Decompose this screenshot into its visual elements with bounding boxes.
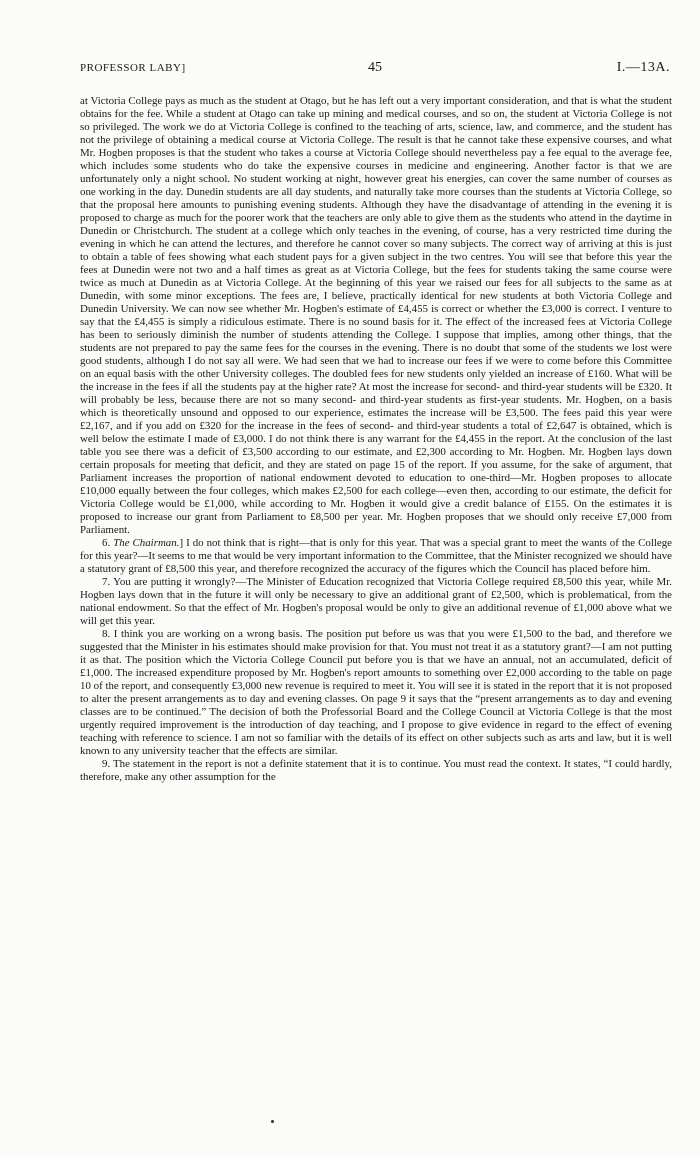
paragraph-6 — [80, 537, 672, 576]
document-reference: I.—13A. — [616, 60, 670, 75]
paragraph-7: 7. You are putting it wrongly?—The Minister of Education recognized that Victoria College required £8,500 this year, while Mr. Hogben lays down that in the future it will only be necessary to give an additional grant of £2,500, which is problematical, from the national endowment. So that the effect of Mr. Hogben's proposal would be only to give an additional revenue of £1,000 above what we will get this year. — [80, 576, 672, 627]
speaker-label: The Chairman. — [113, 537, 180, 549]
paragraph-6-text: ] I do not think that is right—that is only for this year. That was a special grant to meet the wants of the College for this year?—It seems to me that would be very important information to the Committee, that the Minister recognized we should have a statutory grant of £8,500 this year, and therefore recognized the accuracy of the figures which the Council has placed before him. — [80, 537, 672, 575]
paragraph-8: 8. I think you are working on a wrong basis. The position put before us was that you were £1,500 to the bad, and therefore we suggested that the Minister in his estimates should make provision for that. You must not treat it as a statutory grant?—I am not putting it as that. The position which the Victoria College Council put before you is that we have an annual, not an accumulated, deficit of £1,000. The increased expenditure proposed by Mr. Hogben's report amounts to something over £2,000 according to the table on page 10 of the report, and consequently £3,000 new revenue is required to meet it. You will see it is stated in the report that it is not proposed to alter the present arrangements as to day and evening classes. On page 9 it says that the “present arrangements as to day and evening classes are to be continued.” The decision of both the Professorial Board and the College Council at Victoria College is that the most urgently required improvement is the introduction of day teaching, and I propose to give evidence in regard to the effect of evening teaching with reference to science. I am not so familiar with the details of its effect on other subjects such as arts and law, but it is well known to any university teacher that the effects are similar. — [80, 628, 672, 757]
paragraph-9: 9. The statement in the report is not a definite statement that it is to continue. You must read the context. It states, “I could hardly, therefore, make any other assumption for the — [80, 758, 672, 783]
header-author: PROFESSOR LABY] — [80, 62, 186, 74]
page-number: 45 — [368, 60, 382, 75]
running-header — [80, 60, 670, 80]
paragraph-6-number: 6. — [102, 537, 111, 549]
body-text — [80, 95, 672, 784]
print-mark — [271, 1120, 274, 1123]
paragraph-continued: at Victoria College pays as much as the student at Otago, but he has left out a very important consideration, and that is what the student obtains for the fee. While a student at Otago can take up mining and medical courses, and so on, the student at Victoria College is not so privileged. The work we do at Victoria College is confined to the teaching of arts, science, law, and commerce, and the student has not the privilege of obtaining a medical course at Victoria College. The result is that he cannot take these expensive courses, and what Mr. Hogben proposes is that the student who takes a course at Victoria College should nevertheless pay a fee equal to the average fee, which includes some students who do take the expensive courses in medicine and engineering. Another factor is that we are unfortunately only a night school. No student working at night, however great his energies, can cover the same number of courses as one working in the day. Dunedin students are all day students, and naturally take more courses than the students at Victoria College, so that the proposal here amounts to punishing evening students. Although they have the disadvantage of attending in the evening it is proposed to charge as much for the poorer work that the teachers are only able to give them as the students who attend in the daytime in Dunedin or Christchurch. The student at a college which only teaches in the evening, of course, has a very restricted time during the evening in which he can attend the lectures, and therefore he cannot cover so many subjects. The correct way of arriving at this is just to obtain a table of fees showing what each student pays for a given subject in the two centres. You will see that before this year the fees at Dunedin were not two and a half times as great as at Victoria College, but the fees for students taking the same course were twice as much at Dunedin as at Victoria College. At the beginning of this year we raised our fees for all subjects to the same as at Dunedin, with some minor exceptions. The fees are, I believe, practically identical for new students at both Victoria College and Dunedin University. We can now see whether Mr. Hogben's estimate of £4,455 is correct or whether the £3,000 is correct. I venture to say that the £4,455 is simply a ridiculous estimate. There is no sound basis for it. The effect of the increased fees at Victoria College has been to seriously diminish the number of students attending the College. I suppose that implies, among other things, that the students are not prepared to pay the same fees for the courses in the evening. There is no doubt that some of the students we lost were good students, although I do not say all were. We had seen that we had to increase our fees if we were to come before this Committee on an equal basis with the other University colleges. The doubled fees for new students only yielded an increase of £160. What will be the increase in the fees if all the students pay at the higher rate? At most the increase for second- and third-year students will be £320. It will probably be less, because there are not so many second- and third-year students as first-year students. Mr. Hogben, on a basis which is theoretically unsound and opposed to our experience, estimates the increase will be £3,500. The fees paid this year were £2,167, and if you add on £320 for the increase in the fees of second- and third-year students a total of £2,647 is obtained, which is well below the estimate I made of £3,000. I do not think there is any warrant for the £4,455 in the report. At the conclusion of the last table you see there was a deficit of £3,500 according to our estimate, and £2,300 according to Mr. Hogben. Mr. Hogben lays down certain proposals for meeting that deficit, and they are stated on page 15 of the report. If you assume, for the sake of argument, that Parliament increases the proportion of national endowment devoted to education to one-third—Mr. Hogben proposes to allocate £10,000 equally between the four colleges, which makes £2,500 for each college—even then, according to our estimate, the deficit for Victoria College would be £1,000, while according to Mr. Hogben it would give a credit balance of £155. On the estimates it is proposed to increase our grant from Parliament to £8,500 per year. Mr. Hogben proposes that we should only receive £7,000 from Parliament. — [80, 95, 672, 536]
